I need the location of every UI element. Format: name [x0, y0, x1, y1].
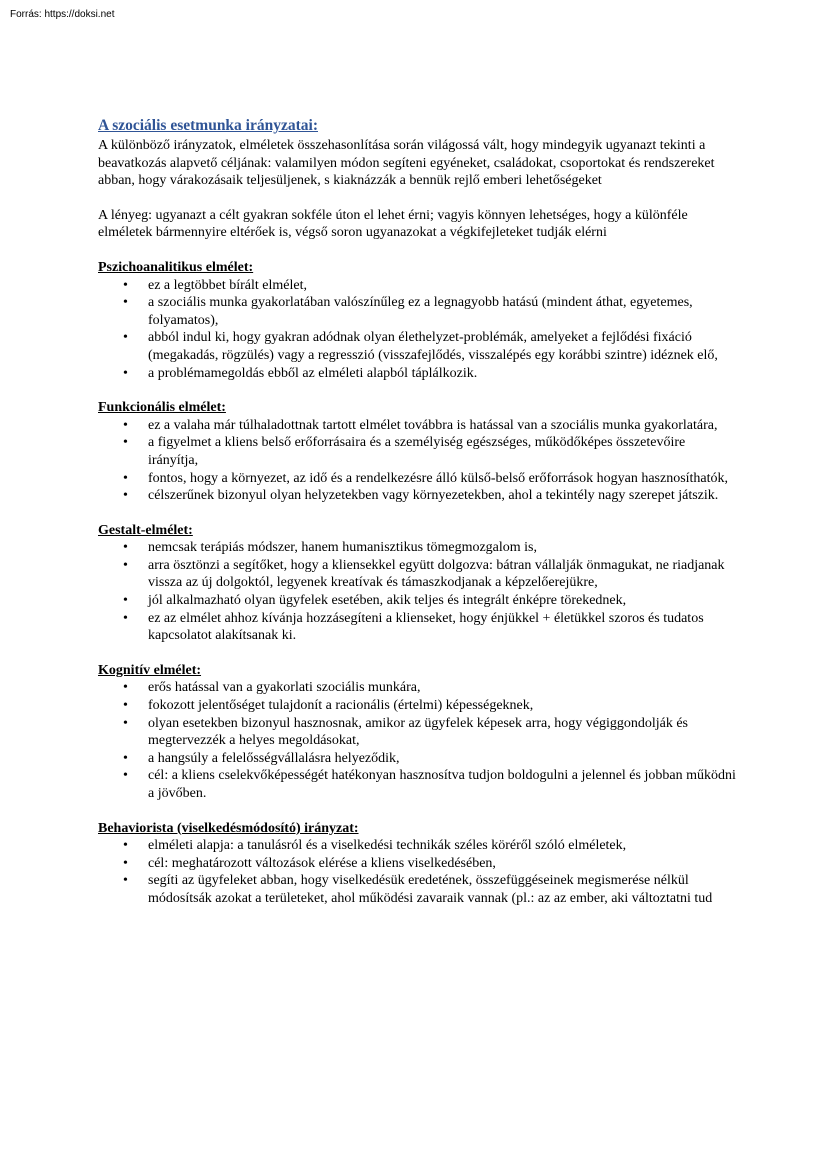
section-heading: Funkcionális elmélet:: [98, 400, 226, 416]
list-item: • a szociális munka gyakorlatában valószínűleg ez a legnagyobb hatású (mindent áthat, egyetemes, folyamatos),: [98, 294, 738, 329]
section-gestalt: [98, 522, 738, 645]
section-heading: Behaviorista (viselkedésmódosító) irányzat:: [98, 820, 359, 836]
section-pszichoanalitikus: [98, 259, 738, 382]
list-item: • a figyelmet a kliens belső erőforrásaira és a személyiség egészséges, működőképes összetevőire irányítja,: [98, 434, 738, 469]
section-behaviorista: [98, 820, 738, 908]
list-item: • nemcsak terápiás módszer, hanem humanisztikus tömegmozgalom is,: [98, 539, 738, 557]
section-heading: Pszichoanalitikus elmélet:: [98, 259, 254, 275]
intro-paragraph: A lényeg: ugyanazt a célt gyakran sokféle úton el lehet érni; vagyis könnyen lehetséges, hogy a különféle elméletek bármennyire eltérőek is, végső soron ugyanazokat a végkifejleteket tudják elérni: [98, 207, 688, 241]
intro-paragraph: A különböző irányzatok, elméletek összehasonlítása során világossá vált, hogy mindegyik ugyanazt tekinti a beavatkozás alapvető céljának: valamilyen módon segíteni egyéneket, családokat, csoportokat és rendszereket abban, hogy várakozásaik teljesüljenek, s kiaknázzák a bennük rejlő emberi lehetőségeket: [98, 138, 715, 189]
section-heading: Gestalt-elmélet:: [98, 522, 193, 538]
document-body: [98, 116, 738, 925]
list-item: • ez az elmélet ahhoz kívánja hozzásegíteni a klienseket, hogy énjükkel + életükkel szoros és tudatos kapcsolatot alakítsanak ki.: [98, 610, 738, 645]
list-item: • fokozott jelentőséget tulajdonít a racionális (értelmi) képességeknek,: [98, 697, 738, 715]
list-item: • a problémamegoldás ebből az elméleti alapból táplálkozik.: [98, 365, 738, 383]
list-item: • a hangsúly a felelősségvállalásra helyeződik,: [98, 750, 738, 768]
bullet-list: [98, 837, 738, 907]
list-item: • arra ösztönzi a segítőket, hogy a kliensekkel együtt dolgozva: bátran vállalják önmagukat, ne riadjanak vissza az új dolgoktól, legyenek kreatívak és támaszkodjanak a képzelőerejükre,: [98, 557, 738, 592]
list-item: • célszerűnek bizonyul olyan helyzetekben vagy környezetekben, ahol a tekintély nagy szerepet játszik.: [98, 487, 738, 505]
section-heading: Kognitív elmélet:: [98, 662, 202, 678]
list-item: • jól alkalmazható olyan ügyfelek esetében, akik teljes és integrált énképre törekednek,: [98, 592, 738, 610]
list-item: • ez a valaha már túlhaladottnak tartott elmélet továbbra is hatással van a szociális munka gyakorlatára,: [98, 417, 738, 435]
bullet-list: [98, 679, 738, 802]
list-item: • cél: meghatározott változások elérése a kliens viselkedésében,: [98, 855, 738, 873]
source-line: Forrás: https://doksi.net: [10, 9, 115, 20]
bullet-list: [98, 277, 738, 383]
list-item: • segíti az ügyfeleket abban, hogy viselkedésük eredetének, összefüggéseinek megismerése nélkül módosítsák azokat a területeket, ahol működési zavaraik vannak (pl.: az az ember, aki változtatni tud: [98, 872, 738, 907]
bullet-list: [98, 417, 738, 505]
section-kognitiv: [98, 662, 738, 803]
page-title: A szociális esetmunka irányzatai:: [98, 117, 318, 134]
list-item: • cél: a kliens cselekvőképességét hatékonyan hasznosítva tudjon boldogulni a jelennel és jobban működni a jövőben.: [98, 767, 738, 802]
list-item: • erős hatással van a gyakorlati szociális munkára,: [98, 679, 738, 697]
list-item: • fontos, hogy a környezet, az idő és a rendelkezésre álló külső-belső erőforrások hogyan hasznosíthatók,: [98, 470, 738, 488]
list-item: • olyan esetekben bizonyul hasznosnak, amikor az ügyfelek képesek arra, hogy végiggondolják és megtervezzék a helyes megoldásokat,: [98, 715, 738, 750]
list-item: • abból indul ki, hogy gyakran adódnak olyan élethelyzet-problémák, amelyeket a fejlődési fixáció (megakadás, rögzülés) vagy a regresszió (visszafejlődés, visszalépés egy korábbi szintre) idéznek elő,: [98, 329, 738, 364]
list-item: • elméleti alapja: a tanulásról és a viselkedési technikák széles köréről szóló elméletek,: [98, 837, 738, 855]
bullet-list: [98, 539, 738, 645]
list-item: • ez a legtöbbet bírált elmélet,: [98, 277, 738, 295]
section-funkcionalis: [98, 399, 738, 505]
